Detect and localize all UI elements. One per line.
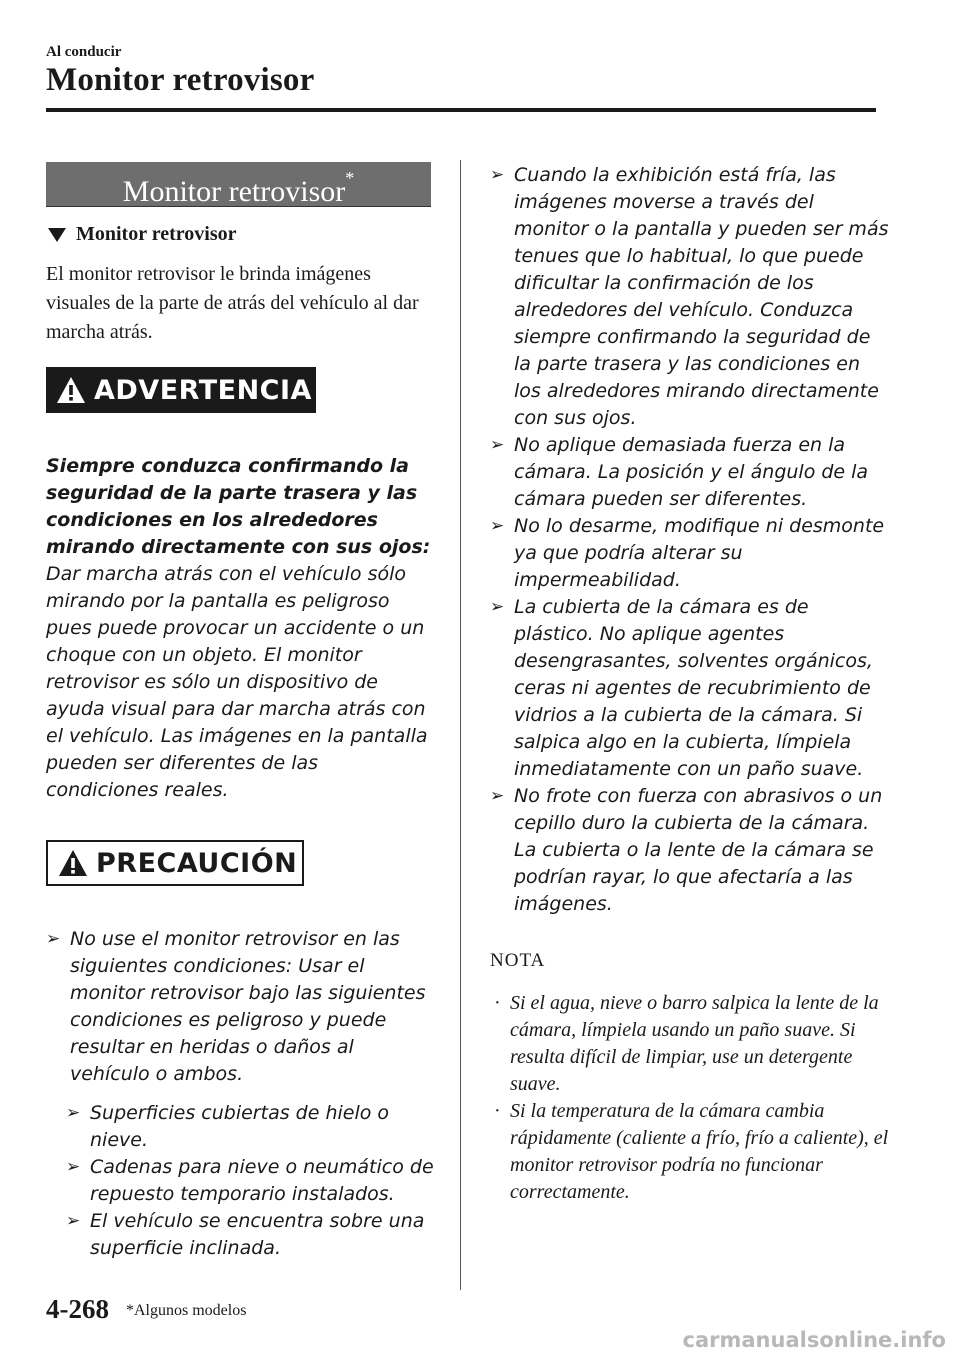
intro-paragraph: El monitor retrovisor le brinda imágenes visuales de la parte de atrás del vehículo al dar marcha atrás.: [46, 263, 419, 343]
caution-sub-item-text: Superficies cubiertas de hielo o nieve.: [90, 1102, 390, 1151]
title-rule: [46, 108, 876, 112]
caution-label: PRECAUCIÓN: [96, 847, 298, 879]
arrow-bullet-icon: ➢: [490, 786, 505, 806]
note-list: [490, 990, 890, 1206]
right-column: [490, 162, 890, 1206]
list-item: [490, 162, 890, 432]
caution-sub-item-text: El vehículo se encuentra sobre una superficie inclinada.: [90, 1210, 425, 1259]
caution-item-text: La cubierta de la cámara es de plástico. No aplique agentes desengrasantes, solventes orgánicos, ceras ni agentes de recubrimiento de vidrios a la cubierta de la cámara. Si salpica algo en la cubierta, límpiela inmediatamente con un paño suave.: [514, 596, 873, 780]
watermark: carmanualsonline.info: [682, 1328, 946, 1352]
list-item: [66, 1208, 436, 1262]
list-item: [490, 594, 890, 783]
column-divider: [460, 160, 461, 1290]
arrow-bullet-icon: ➢: [66, 1103, 81, 1123]
list-item: [490, 432, 890, 513]
left-column: [46, 162, 436, 1262]
arrow-bullet-icon: ➢: [66, 1211, 81, 1231]
list-item: [490, 783, 890, 918]
arrow-bullet-icon: ➢: [490, 165, 505, 185]
caution-item-text: No aplique demasiada fuerza en la cámara. La posición y el ángulo de la cámara pueden ser diferentes.: [514, 434, 869, 510]
warning-label: ADVERTENCIA: [94, 374, 312, 406]
list-item: [490, 990, 890, 1098]
dot-bullet-icon: ·: [494, 992, 501, 1014]
list-item: [66, 1100, 436, 1154]
section-banner: [46, 162, 431, 207]
arrow-bullet-icon: ➢: [46, 929, 61, 949]
caution-sub-list: [66, 1100, 436, 1262]
footnote-mark: *: [345, 168, 355, 188]
warning-label-box: [46, 367, 316, 413]
list-item: [490, 1098, 890, 1206]
list-item: [46, 926, 436, 1088]
list-item: [490, 513, 890, 594]
caution-item-text: No use el monitor retrovisor en las siguientes condiciones: Usar el monitor retrovisor bajo las siguientes condiciones es peligroso y puede resultar en heridas o daños al vehículo o ambos.: [70, 928, 426, 1085]
note-heading: NOTA: [490, 950, 546, 971]
list-item: [66, 1154, 436, 1208]
caution-item-text: No frote con fuerza con abrasivos o un cepillo duro la cubierta de la cámara. La cubierta o la lente de la cámara se podrían rayar, lo que afectaría a las imágenes.: [514, 785, 883, 915]
section-banner-title: Monitor retrovisor: [122, 175, 346, 208]
down-triangle-icon: [48, 228, 66, 242]
arrow-bullet-icon: ➢: [490, 516, 505, 536]
caution-continued-list: [490, 162, 890, 918]
arrow-bullet-icon: ➢: [490, 435, 505, 455]
page-number: 4-268: [46, 1294, 109, 1324]
dot-bullet-icon: ·: [494, 1100, 501, 1122]
page-title: Monitor retrovisor: [46, 62, 315, 98]
breadcrumb: Al conducir: [46, 44, 122, 60]
warning-triangle-icon: [58, 849, 88, 877]
arrow-bullet-icon: ➢: [490, 597, 505, 617]
caution-sub-item-text: Cadenas para nieve o neumático de repuesto temporario instalados.: [90, 1156, 434, 1205]
warning-bold-text: Siempre conduzca confirmando la seguridad de la parte trasera y las condiciones en los alrededores mirando directamente con sus ojos:: [46, 455, 431, 558]
note-item-text: Si la temperatura de la cámara cambia rápidamente (caliente a frío, frío a caliente), el monitor retrovisor podría no funcionar correctamente.: [510, 1100, 889, 1203]
subheading: [46, 223, 436, 246]
caution-item-text: No lo desarme, modifique ni desmonte ya que podría alterar su impermeabilidad.: [514, 515, 885, 591]
warning-triangle-icon: [56, 376, 86, 404]
caution-label-box: [46, 840, 304, 886]
caution-item-text: Cuando la exhibición está fría, las imágenes moverse a través del monitor o la pantalla y pueden ser más tenues que lo habitual, lo que puede dificultar la confirmación de los alrededores del vehículo. Conduzca siempre confirmando la seguridad de la parte trasera y las condiciones en los alrededores mirando directamente con sus ojos.: [514, 164, 889, 429]
subheading-text: Monitor retrovisor: [76, 223, 237, 245]
warning-body-text: Dar marcha atrás con el vehículo sólo mirando por la pantalla es peligroso pues puede provocar un accidente o un choque con un objeto. El monitor retrovisor es sólo un dispositivo de ayuda visual para dar marcha atrás con el vehículo. Las imágenes en la pantalla pueden ser diferentes de las condiciones reales.: [46, 563, 428, 801]
footnote: *Algunos modelos: [126, 1302, 247, 1319]
warning-text: [46, 453, 436, 804]
caution-list: [46, 926, 436, 1088]
arrow-bullet-icon: ➢: [66, 1157, 81, 1177]
note-item-text: Si el agua, nieve o barro salpica la lente de la cámara, límpiela usando un paño suave. Si resulta difícil de limpiar, use un detergente suave.: [510, 992, 879, 1095]
